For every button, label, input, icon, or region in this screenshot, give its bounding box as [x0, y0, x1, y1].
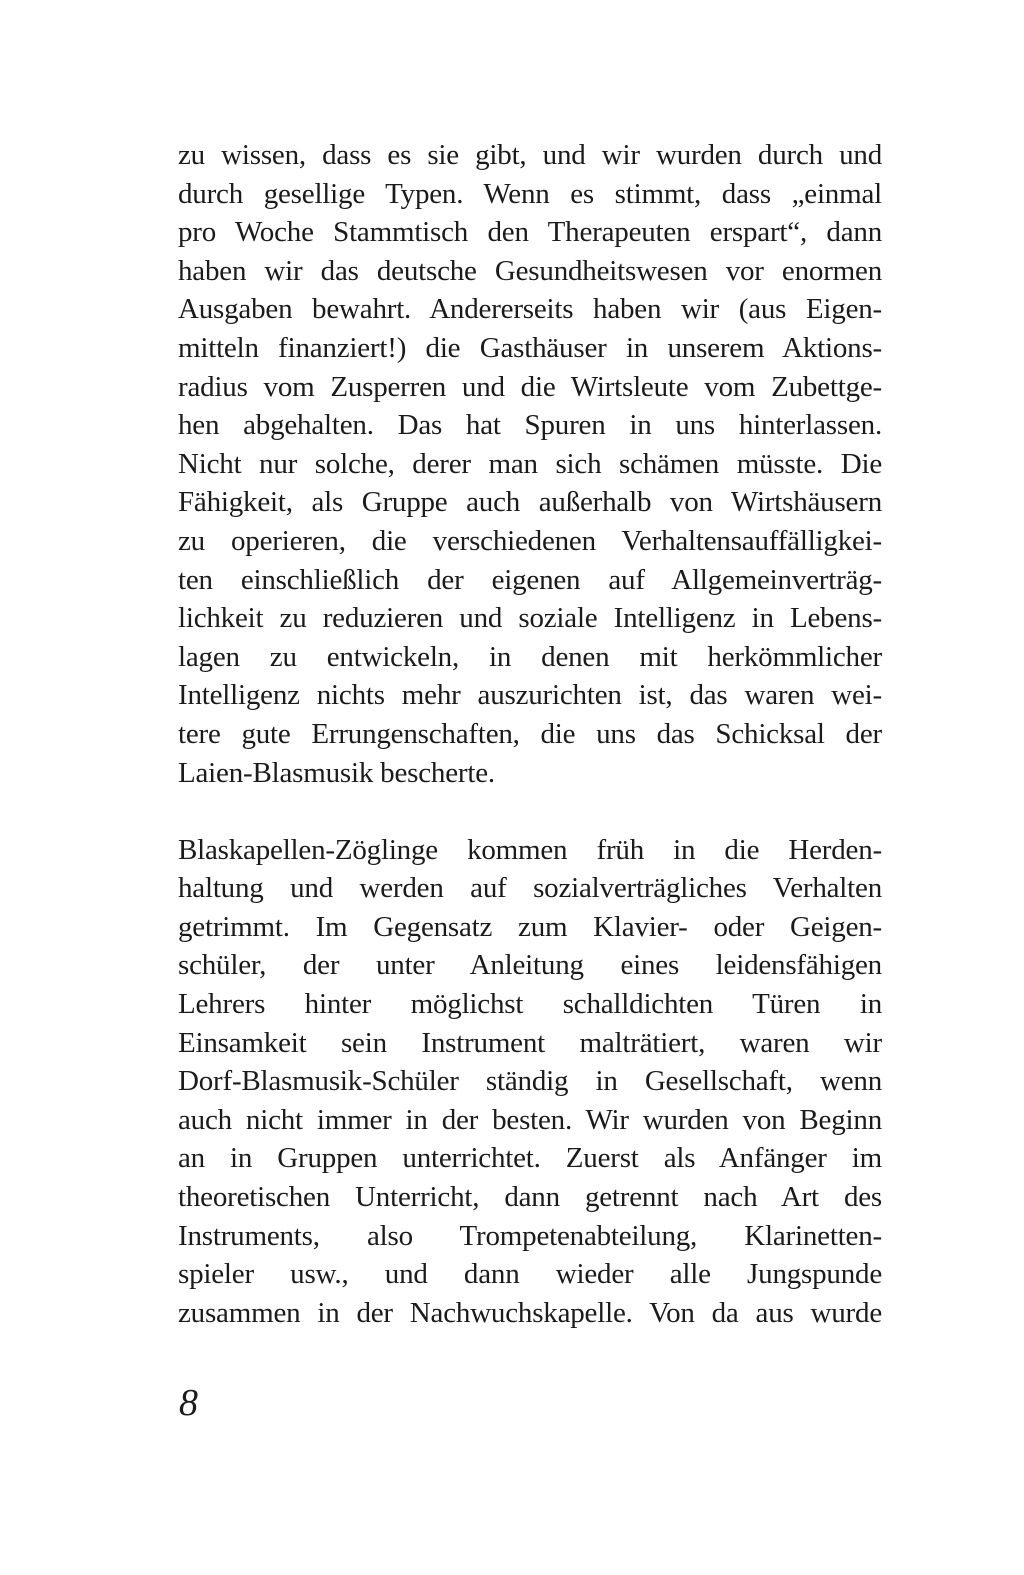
text-line — [178, 676, 882, 715]
text-line-content: spieler usw., und dann wieder alle Jungspunde — [178, 1258, 882, 1291]
text-line — [178, 213, 882, 252]
text-line-content: durch gesellige Typen. Wenn es stimmt, dass „einmal — [178, 177, 882, 210]
text-line — [178, 252, 882, 291]
text-line-content: zu wissen, dass es sie gibt, und wir wurden durch und — [178, 139, 882, 171]
text-line — [178, 483, 882, 522]
text-line — [178, 1294, 882, 1333]
text-line — [178, 445, 882, 484]
text-line-content: theoretischen Unterricht, dann getrennt nach Art des — [178, 1181, 882, 1214]
text-line-content: Fähigkeit, als Gruppe auch außerhalb von Wirtshäusern — [178, 486, 882, 519]
text-line — [178, 985, 882, 1024]
text-line-content: radius vom Zusperren und die Wirtsleute vom Zubettge- — [178, 370, 882, 403]
text-line-content: Laien-Blasmusik bescherte. — [178, 756, 495, 789]
text-line — [178, 290, 882, 329]
text-line — [178, 1217, 882, 1256]
paragraph — [178, 831, 882, 1333]
text-line-content: Einsamkeit sein Instrument malträtiert, waren wir — [178, 1026, 882, 1059]
text-line — [178, 1255, 882, 1294]
text-line — [178, 1024, 882, 1063]
text-line — [178, 946, 882, 985]
paragraph — [178, 136, 882, 792]
text-line — [178, 406, 882, 445]
text-line-content: Dorf-Blasmusik-Schüler ständig in Gesellschaft, wenn — [178, 1065, 882, 1098]
text-line-content: Lehrers hinter möglichst schalldichten Türen in — [178, 988, 882, 1021]
text-line — [178, 561, 882, 600]
text-line-content: Nicht nur solche, derer man sich schämen müsste. Die — [178, 447, 882, 480]
text-line — [178, 368, 882, 407]
text-line — [178, 1139, 882, 1178]
text-line-content: mitteln finanziert!) die Gasthäuser in unserem Aktions- — [178, 331, 882, 364]
text-line — [178, 175, 882, 214]
text-line-content: zu operieren, die verschiedenen Verhaltensauffälligkei- — [178, 524, 882, 557]
text-line-content: ten einschließlich der eigenen auf Allgemeinverträg- — [178, 563, 882, 596]
text-line — [178, 754, 882, 793]
text-line-content: Ausgaben bewahrt. Andererseits haben wir (aus Eigen- — [178, 293, 882, 326]
text-line — [178, 522, 882, 561]
text-line — [178, 908, 882, 947]
text-line-content: Blaskapellen-Zöglinge kommen früh in die Herden- — [178, 833, 882, 866]
text-line-content: auch nicht immer in der besten. Wir wurden von Beginn — [178, 1103, 882, 1136]
text-line-content: an in Gruppen unterrichtet. Zuerst als Anfänger im — [178, 1142, 882, 1175]
text-line-content: lichkeit zu reduzieren und soziale Intelligenz in Lebens- — [178, 602, 882, 635]
text-line-content: schüler, der unter Anleitung eines leidensfähigen — [178, 949, 882, 982]
text-line-content: lagen zu entwickeln, in denen mit herkömmlicher — [178, 640, 882, 673]
text-line — [178, 831, 882, 870]
body-text — [178, 136, 882, 1332]
text-line-content: zusammen in der Nachwuchskapelle. Von da aus wurde — [178, 1296, 882, 1329]
text-line-content: hen abgehalten. Das hat Spuren in uns hinterlassen. — [178, 409, 882, 442]
text-line — [178, 869, 882, 908]
page-number: 8 — [179, 1382, 198, 1424]
text-line — [178, 136, 882, 175]
text-line-content: haltung und werden auf sozialverträgliches Verhalten — [178, 872, 882, 905]
text-line-content: haben wir das deutsche Gesundheitswesen vor enormen — [178, 254, 882, 287]
text-line — [178, 599, 882, 638]
text-line — [178, 329, 882, 368]
text-line — [178, 715, 882, 754]
text-line-content: pro Woche Stammtisch den Therapeuten erspart“, dann — [178, 216, 882, 249]
text-line — [178, 1101, 882, 1140]
text-line-content: Instruments, also Trompetenabteilung, Klarinetten- — [178, 1219, 882, 1252]
text-line-content: Intelligenz nichts mehr auszurichten ist, das waren wei- — [178, 679, 882, 712]
text-line — [178, 1062, 882, 1101]
text-line-content: getrimmt. Im Gegensatz zum Klavier- oder Geigen- — [178, 910, 882, 943]
text-line — [178, 1178, 882, 1217]
text-line — [178, 638, 882, 677]
text-line-content: tere gute Errungenschaften, die uns das Schicksal der — [178, 717, 882, 750]
